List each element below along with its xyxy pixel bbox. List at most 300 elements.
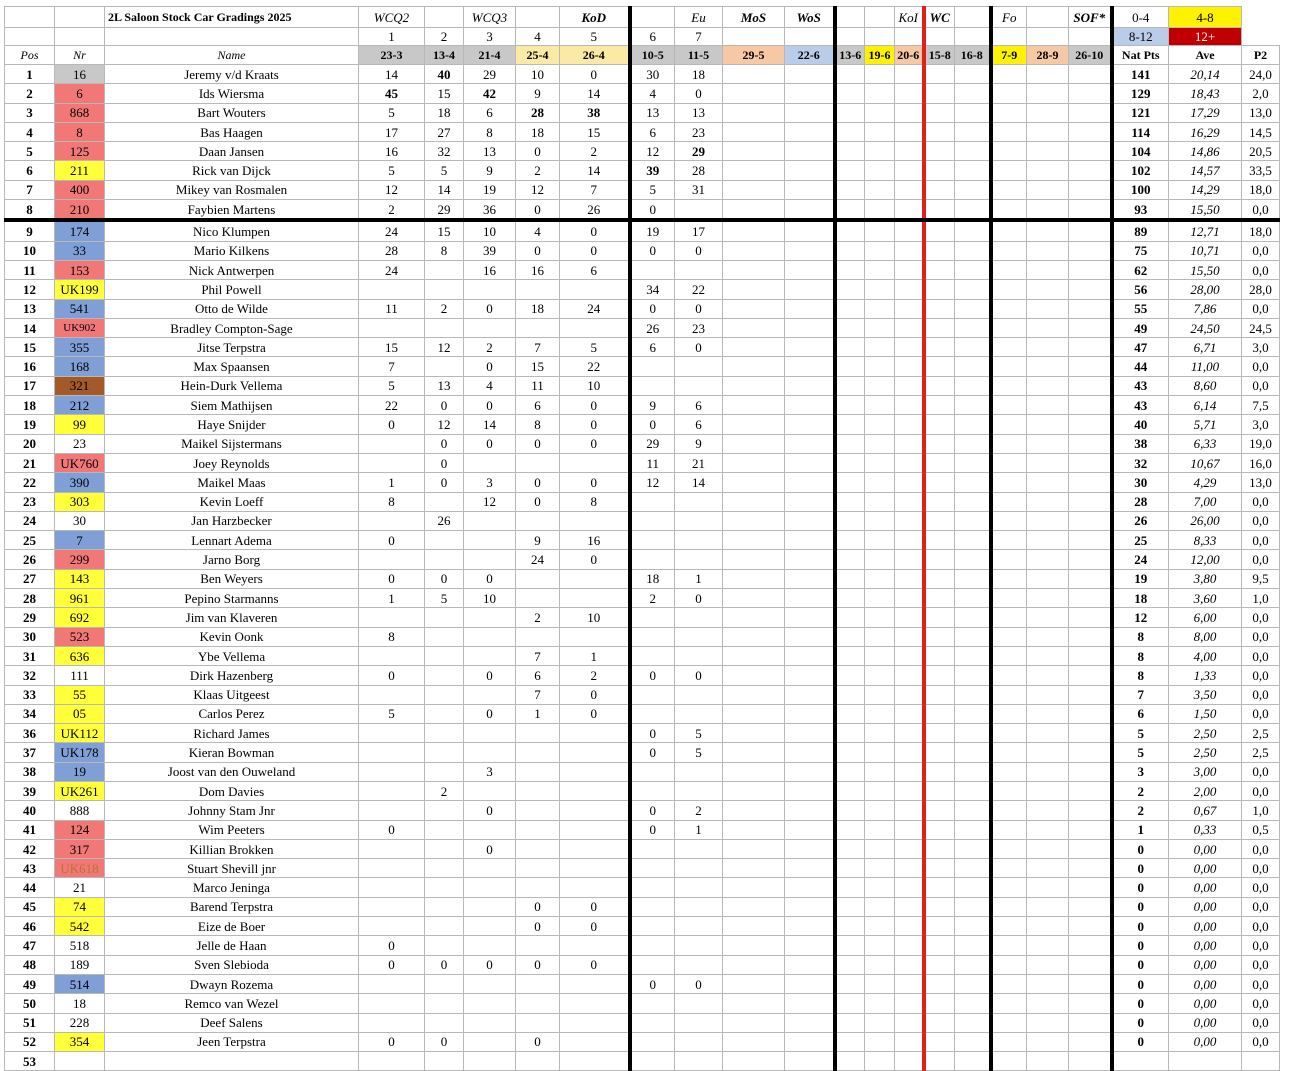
score-cell: 5	[675, 724, 723, 743]
score-cell	[924, 878, 955, 897]
event-header	[425, 7, 464, 28]
score-cell: 0	[359, 820, 425, 839]
score-cell	[924, 704, 955, 723]
score-cell	[723, 280, 785, 299]
p2-value: 19,0	[1242, 434, 1280, 453]
score-cell	[1069, 685, 1112, 704]
score-cell	[991, 103, 1027, 122]
score-cell	[464, 724, 516, 743]
score-cell: 0	[630, 820, 675, 839]
score-cell	[560, 974, 630, 993]
table-row	[5, 936, 1280, 955]
score-cell: 7	[516, 338, 560, 357]
pos-cell: 36	[5, 724, 55, 743]
score-cell	[723, 122, 785, 141]
average: 4,29	[1169, 473, 1242, 492]
car-number: 18	[55, 994, 105, 1013]
score-cell	[723, 820, 785, 839]
table-row	[5, 299, 1280, 318]
score-cell	[835, 955, 865, 974]
score-cell	[895, 685, 924, 704]
score-cell: 6	[675, 396, 723, 415]
score-cell	[991, 396, 1027, 415]
score-cell	[675, 357, 723, 376]
score-cell	[924, 897, 955, 916]
score-cell	[924, 781, 955, 800]
nat-pts: 28	[1112, 492, 1169, 511]
nat-pts: 100	[1112, 180, 1169, 199]
score-cell	[359, 453, 425, 472]
table-row	[5, 65, 1280, 84]
score-cell: 2	[516, 608, 560, 627]
score-cell: 8	[516, 415, 560, 434]
average: 15,50	[1169, 200, 1242, 221]
driver-name: Rick van Dijck	[105, 161, 359, 180]
score-cell	[924, 627, 955, 646]
score-cell	[991, 666, 1027, 685]
score-cell	[865, 299, 895, 318]
score-cell	[1027, 762, 1069, 781]
score-cell	[1069, 200, 1112, 221]
score-cell	[895, 820, 924, 839]
score-cell	[723, 936, 785, 955]
score-cell	[865, 608, 895, 627]
score-cell	[865, 974, 895, 993]
score-cell	[991, 781, 1027, 800]
score-cell	[924, 589, 955, 608]
score-cell: 0	[464, 704, 516, 723]
score-cell	[924, 376, 955, 395]
score-cell: 26	[630, 318, 675, 337]
table-row	[5, 589, 1280, 608]
average: 14,86	[1169, 142, 1242, 161]
score-cell	[785, 820, 835, 839]
score-cell	[1069, 917, 1112, 936]
score-cell	[723, 569, 785, 588]
score-cell	[723, 762, 785, 781]
car-number: 400	[55, 180, 105, 199]
score-cell	[425, 724, 464, 743]
score-cell: 0	[560, 704, 630, 723]
score-cell	[1027, 685, 1069, 704]
score-cell	[675, 200, 723, 221]
score-cell	[785, 917, 835, 936]
table-row	[5, 878, 1280, 897]
score-cell	[1069, 704, 1112, 723]
score-cell	[359, 318, 425, 337]
pos-cell: 32	[5, 666, 55, 685]
score-cell: 2	[425, 781, 464, 800]
score-cell	[1027, 357, 1069, 376]
score-cell	[865, 820, 895, 839]
score-cell: 0	[630, 200, 675, 221]
key-12-plus: 12+	[1169, 28, 1242, 46]
table-row	[5, 453, 1280, 472]
score-cell: 0	[359, 936, 425, 955]
car-number: 23	[55, 434, 105, 453]
driver-name: Dom Davies	[105, 781, 359, 800]
score-cell	[835, 318, 865, 337]
score-cell: 0	[359, 531, 425, 550]
score-cell	[359, 724, 425, 743]
score-cell	[1069, 1052, 1112, 1071]
score-cell	[1027, 936, 1069, 955]
score-cell	[991, 1013, 1027, 1032]
average: 8,33	[1169, 531, 1242, 550]
score-cell	[895, 589, 924, 608]
car-number: UK178	[55, 743, 105, 762]
p2-value: 0,0	[1242, 859, 1280, 878]
score-cell	[1069, 415, 1112, 434]
score-cell	[1069, 241, 1112, 260]
nat-pts: 93	[1112, 200, 1169, 221]
average: 10,71	[1169, 241, 1242, 260]
event-header: WCQ3	[464, 7, 516, 28]
blank-cell	[55, 28, 105, 46]
car-number: 21	[55, 878, 105, 897]
driver-name: Siem Mathijsen	[105, 396, 359, 415]
car-number: 321	[55, 376, 105, 395]
score-cell	[723, 917, 785, 936]
score-cell	[955, 396, 991, 415]
score-cell: 1	[675, 820, 723, 839]
pos-cell: 30	[5, 627, 55, 646]
score-cell: 6	[675, 415, 723, 434]
score-cell	[785, 473, 835, 492]
nat-pts: 56	[1112, 280, 1169, 299]
score-cell	[785, 260, 835, 279]
p2-value: 2,5	[1242, 743, 1280, 762]
score-cell	[560, 1052, 630, 1071]
score-cell	[630, 550, 675, 569]
score-cell	[991, 65, 1027, 84]
pos-cell: 34	[5, 704, 55, 723]
score-cell	[865, 338, 895, 357]
score-cell: 5	[359, 704, 425, 723]
p2-value: 9,5	[1242, 569, 1280, 588]
nat-pts: 38	[1112, 434, 1169, 453]
score-cell	[425, 917, 464, 936]
score-cell	[924, 280, 955, 299]
table-row	[5, 820, 1280, 839]
pos-cell: 26	[5, 550, 55, 569]
pos-cell: 41	[5, 820, 55, 839]
p2-value: 0,0	[1242, 917, 1280, 936]
score-cell	[991, 434, 1027, 453]
score-cell	[895, 724, 924, 743]
p2-value: 14,5	[1242, 122, 1280, 141]
p2-value: 0,0	[1242, 994, 1280, 1013]
score-cell	[1069, 65, 1112, 84]
nat-pts: 40	[1112, 415, 1169, 434]
table-row	[5, 974, 1280, 993]
table-row	[5, 84, 1280, 103]
score-cell	[924, 531, 955, 550]
score-cell	[991, 1052, 1027, 1071]
average: 14,29	[1169, 180, 1242, 199]
score-cell: 14	[560, 84, 630, 103]
p2-value: 1,0	[1242, 801, 1280, 820]
score-cell	[464, 917, 516, 936]
score-cell	[1069, 936, 1112, 955]
nat-pts: 0	[1112, 994, 1169, 1013]
score-cell	[955, 974, 991, 993]
car-number: UK112	[55, 724, 105, 743]
nat-pts: 0	[1112, 878, 1169, 897]
score-cell	[785, 1032, 835, 1051]
score-cell	[560, 724, 630, 743]
score-cell	[1069, 376, 1112, 395]
score-cell	[991, 241, 1027, 260]
score-cell: 24	[359, 260, 425, 279]
table-row	[5, 357, 1280, 376]
table-row	[5, 220, 1280, 241]
score-cell	[723, 180, 785, 199]
table-row	[5, 724, 1280, 743]
score-cell	[1069, 994, 1112, 1013]
score-cell	[630, 646, 675, 665]
pos-cell: 27	[5, 569, 55, 588]
score-cell	[895, 65, 924, 84]
score-cell: 2	[425, 299, 464, 318]
p2-value: 0,0	[1242, 897, 1280, 916]
nat-pts: 75	[1112, 241, 1169, 260]
score-cell	[785, 589, 835, 608]
score-cell	[1027, 878, 1069, 897]
average: 2,50	[1169, 743, 1242, 762]
car-number: 30	[55, 511, 105, 530]
score-cell	[1069, 859, 1112, 878]
score-cell: 5	[675, 743, 723, 762]
score-cell: 15	[425, 220, 464, 241]
p2-value: 18,0	[1242, 220, 1280, 241]
score-cell	[895, 781, 924, 800]
score-cell	[865, 453, 895, 472]
score-cell	[865, 781, 895, 800]
driver-name: Nick Antwerpen	[105, 260, 359, 279]
p2-value: 0,0	[1242, 1013, 1280, 1032]
p2-value: 0,0	[1242, 762, 1280, 781]
score-cell	[1027, 318, 1069, 337]
score-cell	[723, 589, 785, 608]
pos-cell: 12	[5, 280, 55, 299]
score-cell	[630, 1052, 675, 1071]
score-cell	[464, 318, 516, 337]
score-cell	[895, 492, 924, 511]
score-cell: 16	[359, 142, 425, 161]
table-row	[5, 762, 1280, 781]
score-cell	[425, 704, 464, 723]
score-cell	[425, 936, 464, 955]
nat-pts	[1112, 1052, 1169, 1071]
score-cell	[785, 357, 835, 376]
driver-name: Maikel Maas	[105, 473, 359, 492]
score-cell	[425, 878, 464, 897]
score-cell	[359, 974, 425, 993]
table-row	[5, 666, 1280, 685]
pos-cell: 10	[5, 241, 55, 260]
score-cell	[955, 743, 991, 762]
score-cell	[865, 550, 895, 569]
score-cell: 0	[675, 299, 723, 318]
average: 0,33	[1169, 820, 1242, 839]
score-cell	[675, 531, 723, 550]
score-cell	[865, 84, 895, 103]
nat-pts: 5	[1112, 724, 1169, 743]
score-cell	[955, 161, 991, 180]
driver-name: Mikey van Rosmalen	[105, 180, 359, 199]
average: 0,00	[1169, 955, 1242, 974]
score-cell	[865, 65, 895, 84]
score-cell	[516, 743, 560, 762]
score-cell	[865, 357, 895, 376]
score-cell	[835, 627, 865, 646]
score-cell	[1027, 550, 1069, 569]
pos-cell: 23	[5, 492, 55, 511]
score-cell: 5	[359, 376, 425, 395]
score-cell	[560, 839, 630, 858]
score-cell	[895, 762, 924, 781]
score-cell	[785, 142, 835, 161]
score-cell	[723, 415, 785, 434]
score-cell	[835, 1032, 865, 1051]
score-cell	[865, 589, 895, 608]
score-cell: 0	[630, 974, 675, 993]
nat-pts: 49	[1112, 318, 1169, 337]
round-number: 1	[359, 28, 425, 46]
score-cell: 0	[464, 396, 516, 415]
score-cell	[835, 917, 865, 936]
driver-name: Remco van Wezel	[105, 994, 359, 1013]
score-cell	[865, 704, 895, 723]
p2-value: 0,0	[1242, 704, 1280, 723]
score-cell	[560, 994, 630, 1013]
driver-name: Mario Kilkens	[105, 241, 359, 260]
score-cell	[924, 318, 955, 337]
p2-value: 0,0	[1242, 974, 1280, 993]
score-cell	[1069, 220, 1112, 241]
score-cell	[991, 762, 1027, 781]
round-number	[924, 28, 955, 46]
score-cell: 18	[425, 103, 464, 122]
score-cell	[991, 318, 1027, 337]
score-cell	[955, 569, 991, 588]
score-cell	[1069, 608, 1112, 627]
pos-cell: 11	[5, 260, 55, 279]
score-cell: 12	[630, 142, 675, 161]
date-header: 13-4	[425, 46, 464, 65]
score-cell: 13	[425, 376, 464, 395]
score-cell	[955, 103, 991, 122]
score-cell	[516, 801, 560, 820]
table-row	[5, 685, 1280, 704]
score-cell	[835, 569, 865, 588]
nat-pts: 0	[1112, 1032, 1169, 1051]
score-cell	[991, 897, 1027, 916]
score-cell: 16	[560, 531, 630, 550]
date-header: 19-6	[865, 46, 895, 65]
score-cell	[865, 1052, 895, 1071]
car-number: 888	[55, 801, 105, 820]
score-cell	[723, 318, 785, 337]
score-cell	[991, 376, 1027, 395]
score-cell	[895, 743, 924, 762]
average: 0,00	[1169, 1013, 1242, 1032]
corner-cell	[55, 7, 105, 28]
car-number: 74	[55, 897, 105, 916]
score-cell	[924, 122, 955, 141]
score-cell	[895, 241, 924, 260]
score-cell	[991, 589, 1027, 608]
score-cell	[1027, 241, 1069, 260]
score-cell: 0	[675, 84, 723, 103]
driver-name: Sven Slebioda	[105, 955, 359, 974]
score-cell	[675, 1052, 723, 1071]
table-row	[5, 142, 1280, 161]
score-cell	[924, 241, 955, 260]
score-cell	[425, 820, 464, 839]
p2-value: 0,0	[1242, 878, 1280, 897]
score-cell	[425, 280, 464, 299]
score-cell: 14	[560, 161, 630, 180]
score-cell	[1027, 220, 1069, 241]
average: 3,50	[1169, 685, 1242, 704]
driver-name: Lennart Adema	[105, 531, 359, 550]
nat-pts: 129	[1112, 84, 1169, 103]
score-cell	[785, 200, 835, 221]
round-number: 4	[516, 28, 560, 46]
table-row	[5, 550, 1280, 569]
score-cell	[1027, 396, 1069, 415]
score-cell	[1027, 299, 1069, 318]
score-cell	[785, 897, 835, 916]
score-cell	[723, 974, 785, 993]
pos-cell: 44	[5, 878, 55, 897]
score-cell	[1069, 955, 1112, 974]
score-cell: 6	[516, 666, 560, 685]
score-cell	[1027, 492, 1069, 511]
score-cell	[835, 220, 865, 241]
score-cell	[359, 743, 425, 762]
average: 0,67	[1169, 801, 1242, 820]
car-number: UK760	[55, 453, 105, 472]
score-cell: 18	[516, 299, 560, 318]
score-cell	[895, 376, 924, 395]
score-cell	[675, 550, 723, 569]
score-cell	[895, 801, 924, 820]
score-cell	[723, 724, 785, 743]
score-cell	[560, 1032, 630, 1051]
pos-cell: 14	[5, 318, 55, 337]
score-cell	[865, 492, 895, 511]
score-cell	[560, 627, 630, 646]
score-cell	[425, 743, 464, 762]
pos-cell: 40	[5, 801, 55, 820]
driver-name: Hein-Durk Vellema	[105, 376, 359, 395]
score-cell	[1069, 550, 1112, 569]
score-cell: 26	[425, 511, 464, 530]
nat-pts: 44	[1112, 357, 1169, 376]
score-cell: 24	[516, 550, 560, 569]
car-number: 212	[55, 396, 105, 415]
score-cell: 22	[675, 280, 723, 299]
score-cell	[516, 762, 560, 781]
driver-name: Nico Klumpen	[105, 220, 359, 241]
score-cell	[865, 280, 895, 299]
score-cell: 0	[516, 241, 560, 260]
p2-value: 2,5	[1242, 724, 1280, 743]
score-cell	[516, 878, 560, 897]
